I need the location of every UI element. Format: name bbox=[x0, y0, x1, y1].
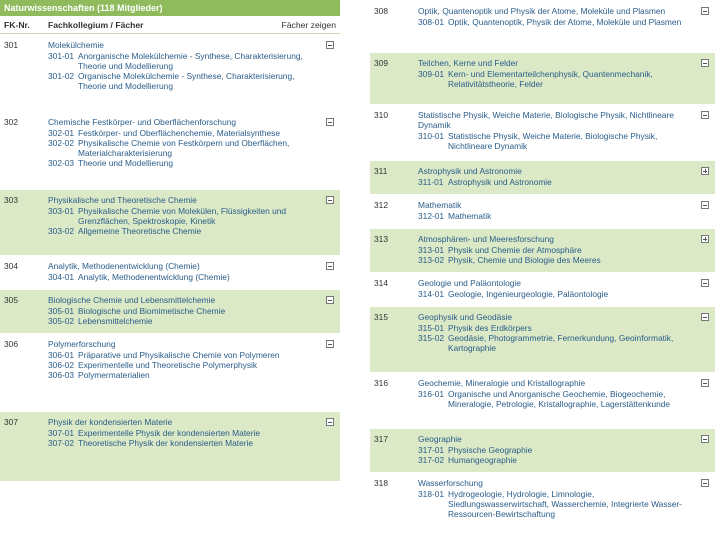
subject-code: 304-01 bbox=[48, 272, 75, 282]
committee-body bbox=[418, 53, 715, 104]
subject-name-link[interactable]: Analytik, Methodenentwicklung (Chemie) bbox=[78, 272, 230, 282]
subject-code: 317-01 bbox=[418, 445, 445, 455]
collapse-toggle-icon[interactable] bbox=[701, 201, 709, 209]
committee-row bbox=[0, 411, 340, 481]
committee-title-link[interactable]: Optik, Quantenoptik und Physik der Atome, Moleküle und Plasmen bbox=[418, 6, 666, 16]
committee-row bbox=[0, 289, 340, 333]
committee-body bbox=[418, 273, 715, 306]
subject-code: 302-03 bbox=[48, 158, 75, 168]
subject-item bbox=[48, 316, 318, 326]
subject-item bbox=[418, 389, 693, 409]
committee-body bbox=[418, 473, 715, 538]
column-header-number: FK-Nr. bbox=[4, 19, 30, 30]
committee-row bbox=[0, 333, 340, 411]
subject-name-link[interactable]: Mathematik bbox=[448, 211, 492, 221]
committee-title-link[interactable]: Statistische Physik, Weiche Materie, Biologische Physik, Nichtlineare Dynamik bbox=[418, 110, 674, 130]
committee-row bbox=[0, 34, 340, 111]
collapse-toggle-icon[interactable] bbox=[701, 279, 709, 287]
subject-item bbox=[418, 69, 693, 89]
subject-code: 305-02 bbox=[48, 316, 75, 326]
subject-code: 307-02 bbox=[48, 438, 75, 448]
subject-name-link[interactable]: Optik, Quantenoptik, Physik der Atome, Moleküle und Plasmen bbox=[448, 17, 682, 27]
committee-row bbox=[370, 306, 715, 372]
subject-code: 312-01 bbox=[418, 211, 445, 221]
committee-body bbox=[48, 256, 340, 289]
subject-item bbox=[418, 211, 693, 221]
committee-number: 306 bbox=[4, 339, 18, 349]
committee-row bbox=[370, 372, 715, 428]
collapse-toggle-icon[interactable] bbox=[701, 313, 709, 321]
committee-title-link[interactable]: Physikalische und Theoretische Chemie bbox=[48, 195, 197, 205]
subject-name-link[interactable]: Organische und Anorganische Geochemie, Biogeochemie, Mineralogie, Petrologie, Kristallographie, Lagerstättenkunde bbox=[448, 389, 671, 409]
subject-item bbox=[418, 177, 693, 187]
committee-body bbox=[48, 190, 340, 255]
subject-name-link[interactable]: Physische Geographie bbox=[448, 445, 533, 455]
committee-number: 310 bbox=[374, 110, 388, 120]
subject-code: 308-01 bbox=[418, 17, 445, 27]
subject-item bbox=[418, 131, 693, 151]
committee-body bbox=[48, 334, 340, 411]
subject-name-link[interactable]: Physik, Chemie und Biologie des Meeres bbox=[448, 255, 601, 265]
committee-title-link[interactable]: Biologische Chemie und Lebensmittelchemie bbox=[48, 295, 216, 305]
subject-item bbox=[48, 71, 318, 91]
subject-name-link[interactable]: Theorie und Modellierung bbox=[78, 158, 173, 168]
subject-name-link[interactable]: Lebensmittelchemie bbox=[78, 316, 153, 326]
committee-number: 303 bbox=[4, 195, 18, 205]
committee-title-link[interactable]: Polymerforschung bbox=[48, 339, 116, 349]
subject-name-link[interactable]: Humangeographie bbox=[448, 455, 517, 465]
subject-item bbox=[48, 370, 318, 380]
subject-name-link[interactable]: Hydrogeologie, Hydrologie, Limnologie, Siedlungswasserwirtschaft, Wasserchemie, Integrierte Wasser-Ressourcen-Bewirtschaftung bbox=[448, 489, 682, 519]
show-subjects-header[interactable]: Fächer zeigen bbox=[281, 19, 336, 30]
subject-item bbox=[418, 489, 693, 519]
subject-item bbox=[48, 360, 318, 370]
subject-code: 313-01 bbox=[418, 245, 445, 255]
committee-body bbox=[418, 1, 715, 52]
committee-body bbox=[48, 112, 340, 189]
committee-row bbox=[0, 255, 340, 289]
column-header-row bbox=[0, 16, 340, 34]
committee-body bbox=[418, 229, 715, 272]
committee-row bbox=[370, 428, 715, 472]
subject-item bbox=[418, 245, 693, 255]
collapse-toggle-icon[interactable] bbox=[326, 118, 334, 126]
subject-name-link[interactable]: Allgemeine Theoretische Chemie bbox=[78, 226, 202, 236]
committee-number: 302 bbox=[4, 117, 18, 127]
committee-body bbox=[48, 35, 340, 111]
subject-item bbox=[48, 350, 318, 360]
committee-number: 301 bbox=[4, 40, 18, 50]
collapse-toggle-icon[interactable] bbox=[701, 379, 709, 387]
collapse-toggle-icon[interactable] bbox=[326, 340, 334, 348]
committee-row bbox=[370, 272, 715, 306]
right-table bbox=[370, 0, 715, 540]
subject-item bbox=[48, 158, 318, 168]
committee-body bbox=[418, 195, 715, 228]
committee-row bbox=[370, 194, 715, 228]
subject-name-link[interactable]: Experimentelle und Theoretische Polymerphysik bbox=[78, 360, 258, 370]
subject-name-link[interactable]: Statistische Physik, Weiche Materie, Biologische Physik, Nichtlineare Dynamik bbox=[448, 131, 658, 151]
subject-code: 303-01 bbox=[48, 206, 75, 216]
committee-number: 305 bbox=[4, 295, 18, 305]
subject-code: 315-01 bbox=[418, 323, 445, 333]
committee-title-link[interactable]: Analytik, Methodenentwicklung (Chemie) bbox=[48, 261, 200, 271]
subject-name-link[interactable]: Polymermaterialien bbox=[78, 370, 150, 380]
committee-title-link[interactable]: Mathematik bbox=[418, 200, 462, 210]
committee-number: 315 bbox=[374, 312, 388, 322]
subject-code: 306-01 bbox=[48, 350, 75, 360]
subject-item bbox=[48, 206, 318, 226]
committee-body bbox=[418, 161, 715, 194]
subject-code: 307-01 bbox=[48, 428, 75, 438]
subject-name-link[interactable]: Geologie, Ingenieurgeologie, Paläontologie bbox=[448, 289, 609, 299]
subject-code: 309-01 bbox=[418, 69, 445, 79]
subject-name-link[interactable]: Festkörper- und Oberflächenchemie, Materialsynthese bbox=[78, 128, 281, 138]
expand-toggle-icon[interactable] bbox=[701, 235, 709, 243]
committee-body bbox=[418, 105, 715, 160]
subject-name-link[interactable]: Organische Molekülchemie - Synthese, Charakterisierung, Theorie und Modellierung bbox=[78, 71, 295, 91]
left-rows bbox=[0, 34, 340, 481]
committee-title-link[interactable]: Atmosphären- und Meeresforschung bbox=[418, 234, 554, 244]
subject-code: 302-01 bbox=[48, 128, 75, 138]
subject-item bbox=[418, 445, 693, 455]
subject-item bbox=[418, 17, 693, 27]
subject-code: 318-01 bbox=[418, 489, 445, 499]
subject-code: 306-03 bbox=[48, 370, 75, 380]
committee-title-link[interactable]: Geochemie, Mineralogie und Kristallographie bbox=[418, 378, 586, 388]
subject-name-link[interactable]: Präparative und Physikalische Chemie von Polymeren bbox=[78, 350, 280, 360]
committee-body bbox=[418, 373, 715, 428]
committee-title-link[interactable]: Geologie und Paläontologie bbox=[418, 278, 521, 288]
column-header-name: Fachkollegium / Fächer bbox=[48, 19, 144, 30]
committee-title-link[interactable]: Chemische Festkörper- und Oberflächenforschung bbox=[48, 117, 237, 127]
subject-code: 310-01 bbox=[418, 131, 445, 141]
collapse-toggle-icon[interactable] bbox=[326, 296, 334, 304]
subject-code: 314-01 bbox=[418, 289, 445, 299]
committee-number: 307 bbox=[4, 417, 18, 427]
collapse-toggle-icon[interactable] bbox=[326, 41, 334, 49]
committee-body bbox=[418, 307, 715, 372]
committee-body bbox=[48, 290, 340, 333]
collapse-toggle-icon[interactable] bbox=[326, 418, 334, 426]
committee-title-link[interactable]: Astrophysik und Astronomie bbox=[418, 166, 522, 176]
subject-name-link[interactable]: Astrophysik und Astronomie bbox=[448, 177, 552, 187]
subject-code: 317-02 bbox=[418, 455, 445, 465]
committee-row bbox=[370, 472, 715, 538]
subject-item bbox=[418, 333, 693, 353]
subject-item bbox=[48, 51, 318, 71]
right-rows bbox=[370, 0, 715, 538]
committee-number: 311 bbox=[374, 166, 388, 176]
subject-code: 316-01 bbox=[418, 389, 445, 399]
committee-title-link[interactable]: Wasserforschung bbox=[418, 478, 483, 488]
committee-row bbox=[0, 189, 340, 255]
committee-number: 309 bbox=[374, 58, 388, 68]
committee-row bbox=[370, 52, 715, 104]
subject-code: 313-02 bbox=[418, 255, 445, 265]
subject-item bbox=[48, 438, 318, 448]
subject-code: 301-01 bbox=[48, 51, 75, 61]
subject-item bbox=[48, 306, 318, 316]
subject-item bbox=[418, 255, 693, 265]
subject-item bbox=[418, 289, 693, 299]
committee-title-link[interactable]: Molekülchemie bbox=[48, 40, 104, 50]
committee-title-link[interactable]: Teilchen, Kerne und Felder bbox=[418, 58, 519, 68]
collapse-toggle-icon[interactable] bbox=[326, 196, 334, 204]
section-title: Naturwissenschaften (118 Mitglieder) bbox=[0, 0, 340, 16]
committee-number: 312 bbox=[374, 200, 388, 210]
left-table bbox=[0, 0, 340, 498]
subject-name-link[interactable]: Anorganische Molekülchemie - Synthese, Charakterisierung, Theorie und Modellierung bbox=[78, 51, 303, 71]
subject-code: 305-01 bbox=[48, 306, 75, 316]
subject-name-link[interactable]: Kern- und Elementarteilchenphysik, Quantenmechanik, Relativitätstheorie, Felder bbox=[448, 69, 653, 89]
committee-number: 318 bbox=[374, 478, 388, 488]
expand-toggle-icon[interactable] bbox=[701, 167, 709, 175]
subject-name-link[interactable]: Theoretische Physik der kondensierten Materie bbox=[78, 438, 254, 448]
subject-code: 311-01 bbox=[418, 177, 444, 187]
collapse-toggle-icon[interactable] bbox=[701, 7, 709, 15]
subject-item bbox=[48, 128, 318, 138]
subject-item bbox=[48, 272, 318, 282]
subject-item bbox=[48, 138, 318, 158]
committee-title-link[interactable]: Geographie bbox=[418, 434, 462, 444]
subject-item bbox=[48, 428, 318, 438]
subject-name-link[interactable]: Physik und Chemie der Atmosphäre bbox=[448, 245, 582, 255]
committee-row bbox=[0, 111, 340, 189]
committee-body bbox=[418, 429, 715, 472]
committee-number: 304 bbox=[4, 261, 18, 271]
committee-row bbox=[370, 228, 715, 272]
committee-row bbox=[370, 104, 715, 160]
committee-number: 316 bbox=[374, 378, 388, 388]
subject-item bbox=[48, 226, 318, 236]
subject-item bbox=[418, 455, 693, 465]
committee-title-link[interactable]: Physik der kondensierten Materie bbox=[48, 417, 173, 427]
subject-code: 303-02 bbox=[48, 226, 75, 236]
committee-number: 314 bbox=[374, 278, 388, 288]
subject-name-link[interactable]: Geodäsie, Photogrammetrie, Fernerkundung, Geoinformatik, Kartographie bbox=[448, 333, 674, 353]
collapse-toggle-icon[interactable] bbox=[701, 479, 709, 487]
committee-number: 317 bbox=[374, 434, 388, 444]
subject-name-link[interactable]: Physikalische Chemie von Festkörpern und Oberflächen, Materialcharakterisierung bbox=[78, 138, 290, 158]
collapse-toggle-icon[interactable] bbox=[326, 262, 334, 270]
collapse-toggle-icon[interactable] bbox=[701, 59, 709, 67]
subject-code: 301-02 bbox=[48, 71, 75, 81]
subject-name-link[interactable]: Physik des Erdkörpers bbox=[448, 323, 532, 333]
subject-code: 306-02 bbox=[48, 360, 75, 370]
subject-code: 302-02 bbox=[48, 138, 75, 148]
committee-row bbox=[370, 160, 715, 194]
committee-row bbox=[370, 0, 715, 52]
subject-name-link[interactable]: Physikalische Chemie von Molekülen, Flüssigkeiten und Grenzflächen, Spektroskopie, Kinetik bbox=[78, 206, 287, 226]
collapse-toggle-icon[interactable] bbox=[701, 435, 709, 443]
collapse-toggle-icon[interactable] bbox=[701, 111, 709, 119]
committee-number: 313 bbox=[374, 234, 388, 244]
subject-name-link[interactable]: Biologische und Biomimetische Chemie bbox=[78, 306, 226, 316]
subject-code: 315-02 bbox=[418, 333, 445, 343]
subject-name-link[interactable]: Experimentelle Physik der kondensierten Materie bbox=[78, 428, 261, 438]
committee-body bbox=[48, 412, 340, 481]
committee-number: 308 bbox=[374, 6, 388, 16]
subject-item bbox=[418, 323, 693, 333]
committee-title-link[interactable]: Geophysik und Geodäsie bbox=[418, 312, 513, 322]
